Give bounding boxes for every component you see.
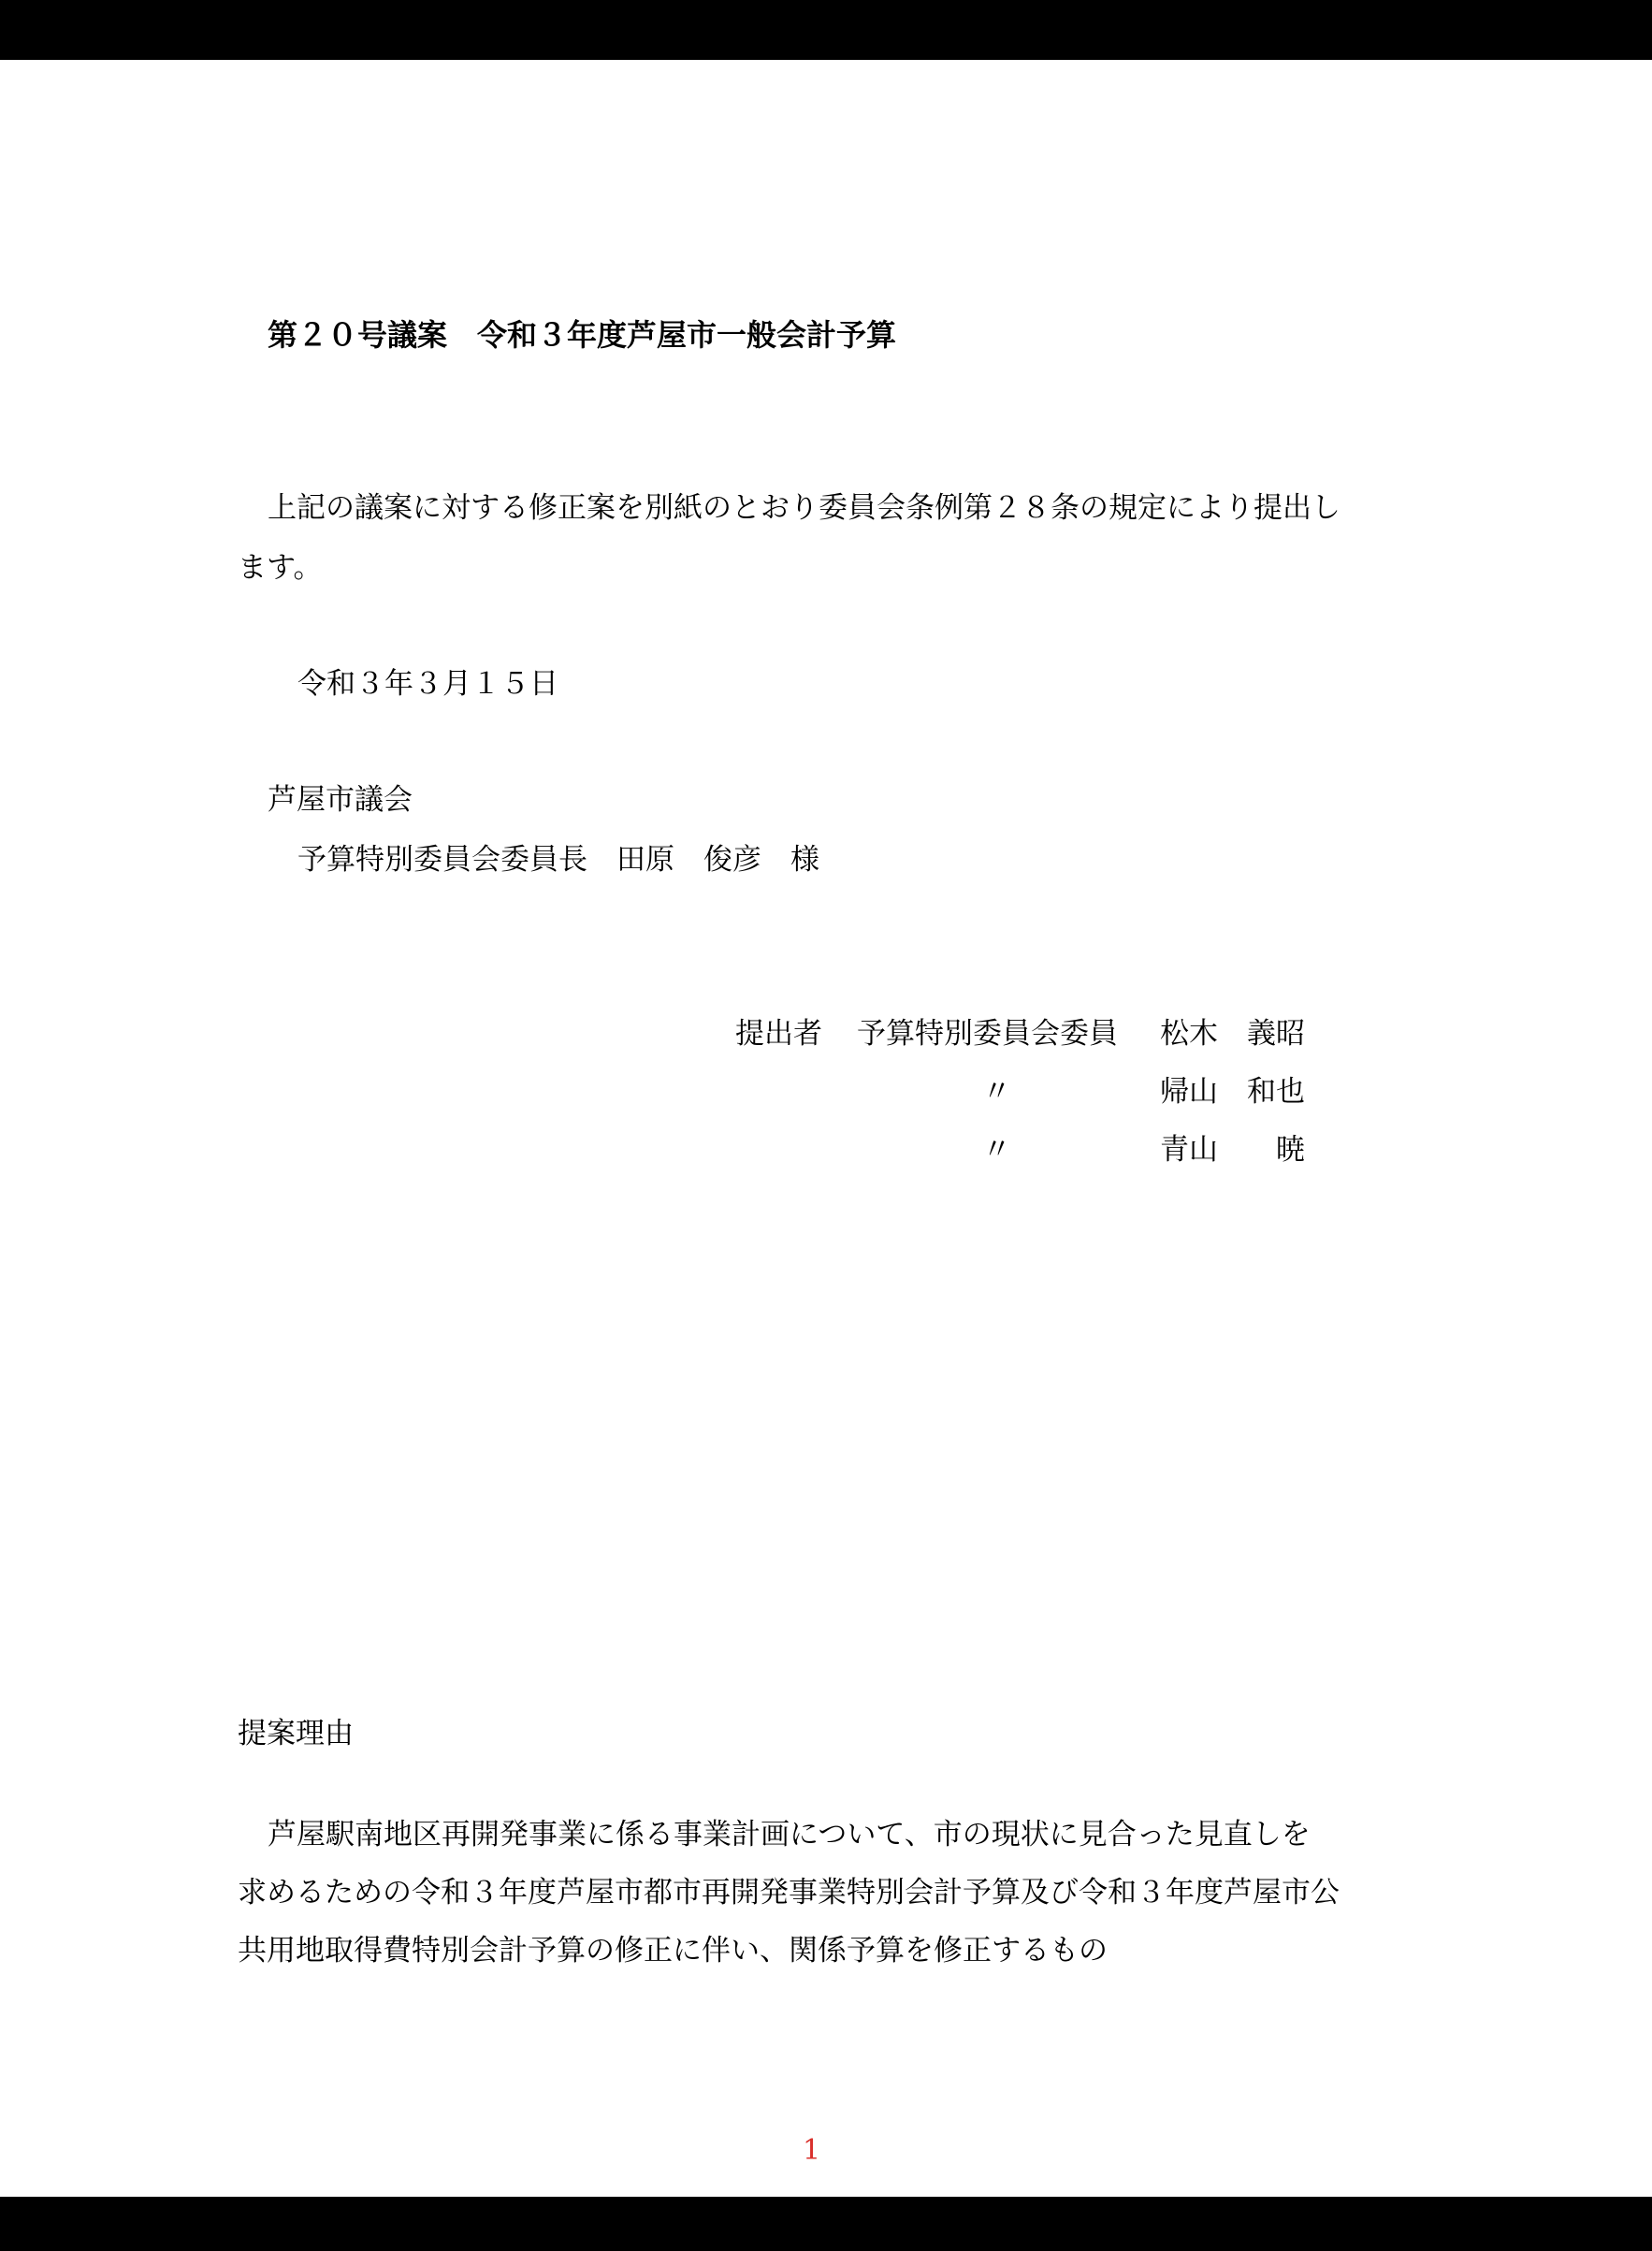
reason-heading: 提案理由	[238, 1717, 354, 1750]
document-page	[0, 60, 1652, 2197]
reason-text-line-3: 共用地取得費特別会計予算の修正に伴い、関係予算を修正するもの	[238, 1934, 1108, 1968]
submitter-3-ditto-mark: 〃	[982, 1133, 1011, 1167]
reason-text-line-2: 求めるための令和３年度芦屋市都市再開発事業特別会計予算及び令和３年度芦屋市公	[238, 1876, 1340, 1910]
intro-text-line-1: 上記の議案に対する修正案を別紙のとおり委員会条例第２８条の規定により提出し	[268, 491, 1340, 525]
submission-date: 令和３年３月１５日	[297, 667, 558, 701]
page-number: 1	[803, 2134, 821, 2167]
addressee-person: 予算特別委員会委員長 田原 俊彦 様	[297, 843, 819, 877]
addressee-organization: 芦屋市議会	[268, 783, 413, 817]
submitter-1-name: 松木 義昭	[1160, 1017, 1305, 1051]
top-black-bar	[0, 0, 1652, 60]
bill-title: 第２０号議案 令和３年度芦屋市一般会計予算	[268, 317, 897, 353]
submitter-1-role: 予算特別委員会委員	[857, 1017, 1118, 1051]
submitter-3-name: 青山 暁	[1160, 1133, 1305, 1167]
bottom-black-bar	[0, 2197, 1652, 2251]
submitter-2-ditto-mark: 〃	[982, 1075, 1011, 1109]
reason-text-line-1: 芦屋駅南地区再開発事業に係る事業計画について、市の現状に見合った見直しを	[268, 1818, 1311, 1852]
submitters-label: 提出者	[735, 1017, 822, 1051]
submitter-2-name: 帰山 和也	[1160, 1075, 1305, 1109]
intro-text-line-2: ます。	[238, 551, 323, 585]
